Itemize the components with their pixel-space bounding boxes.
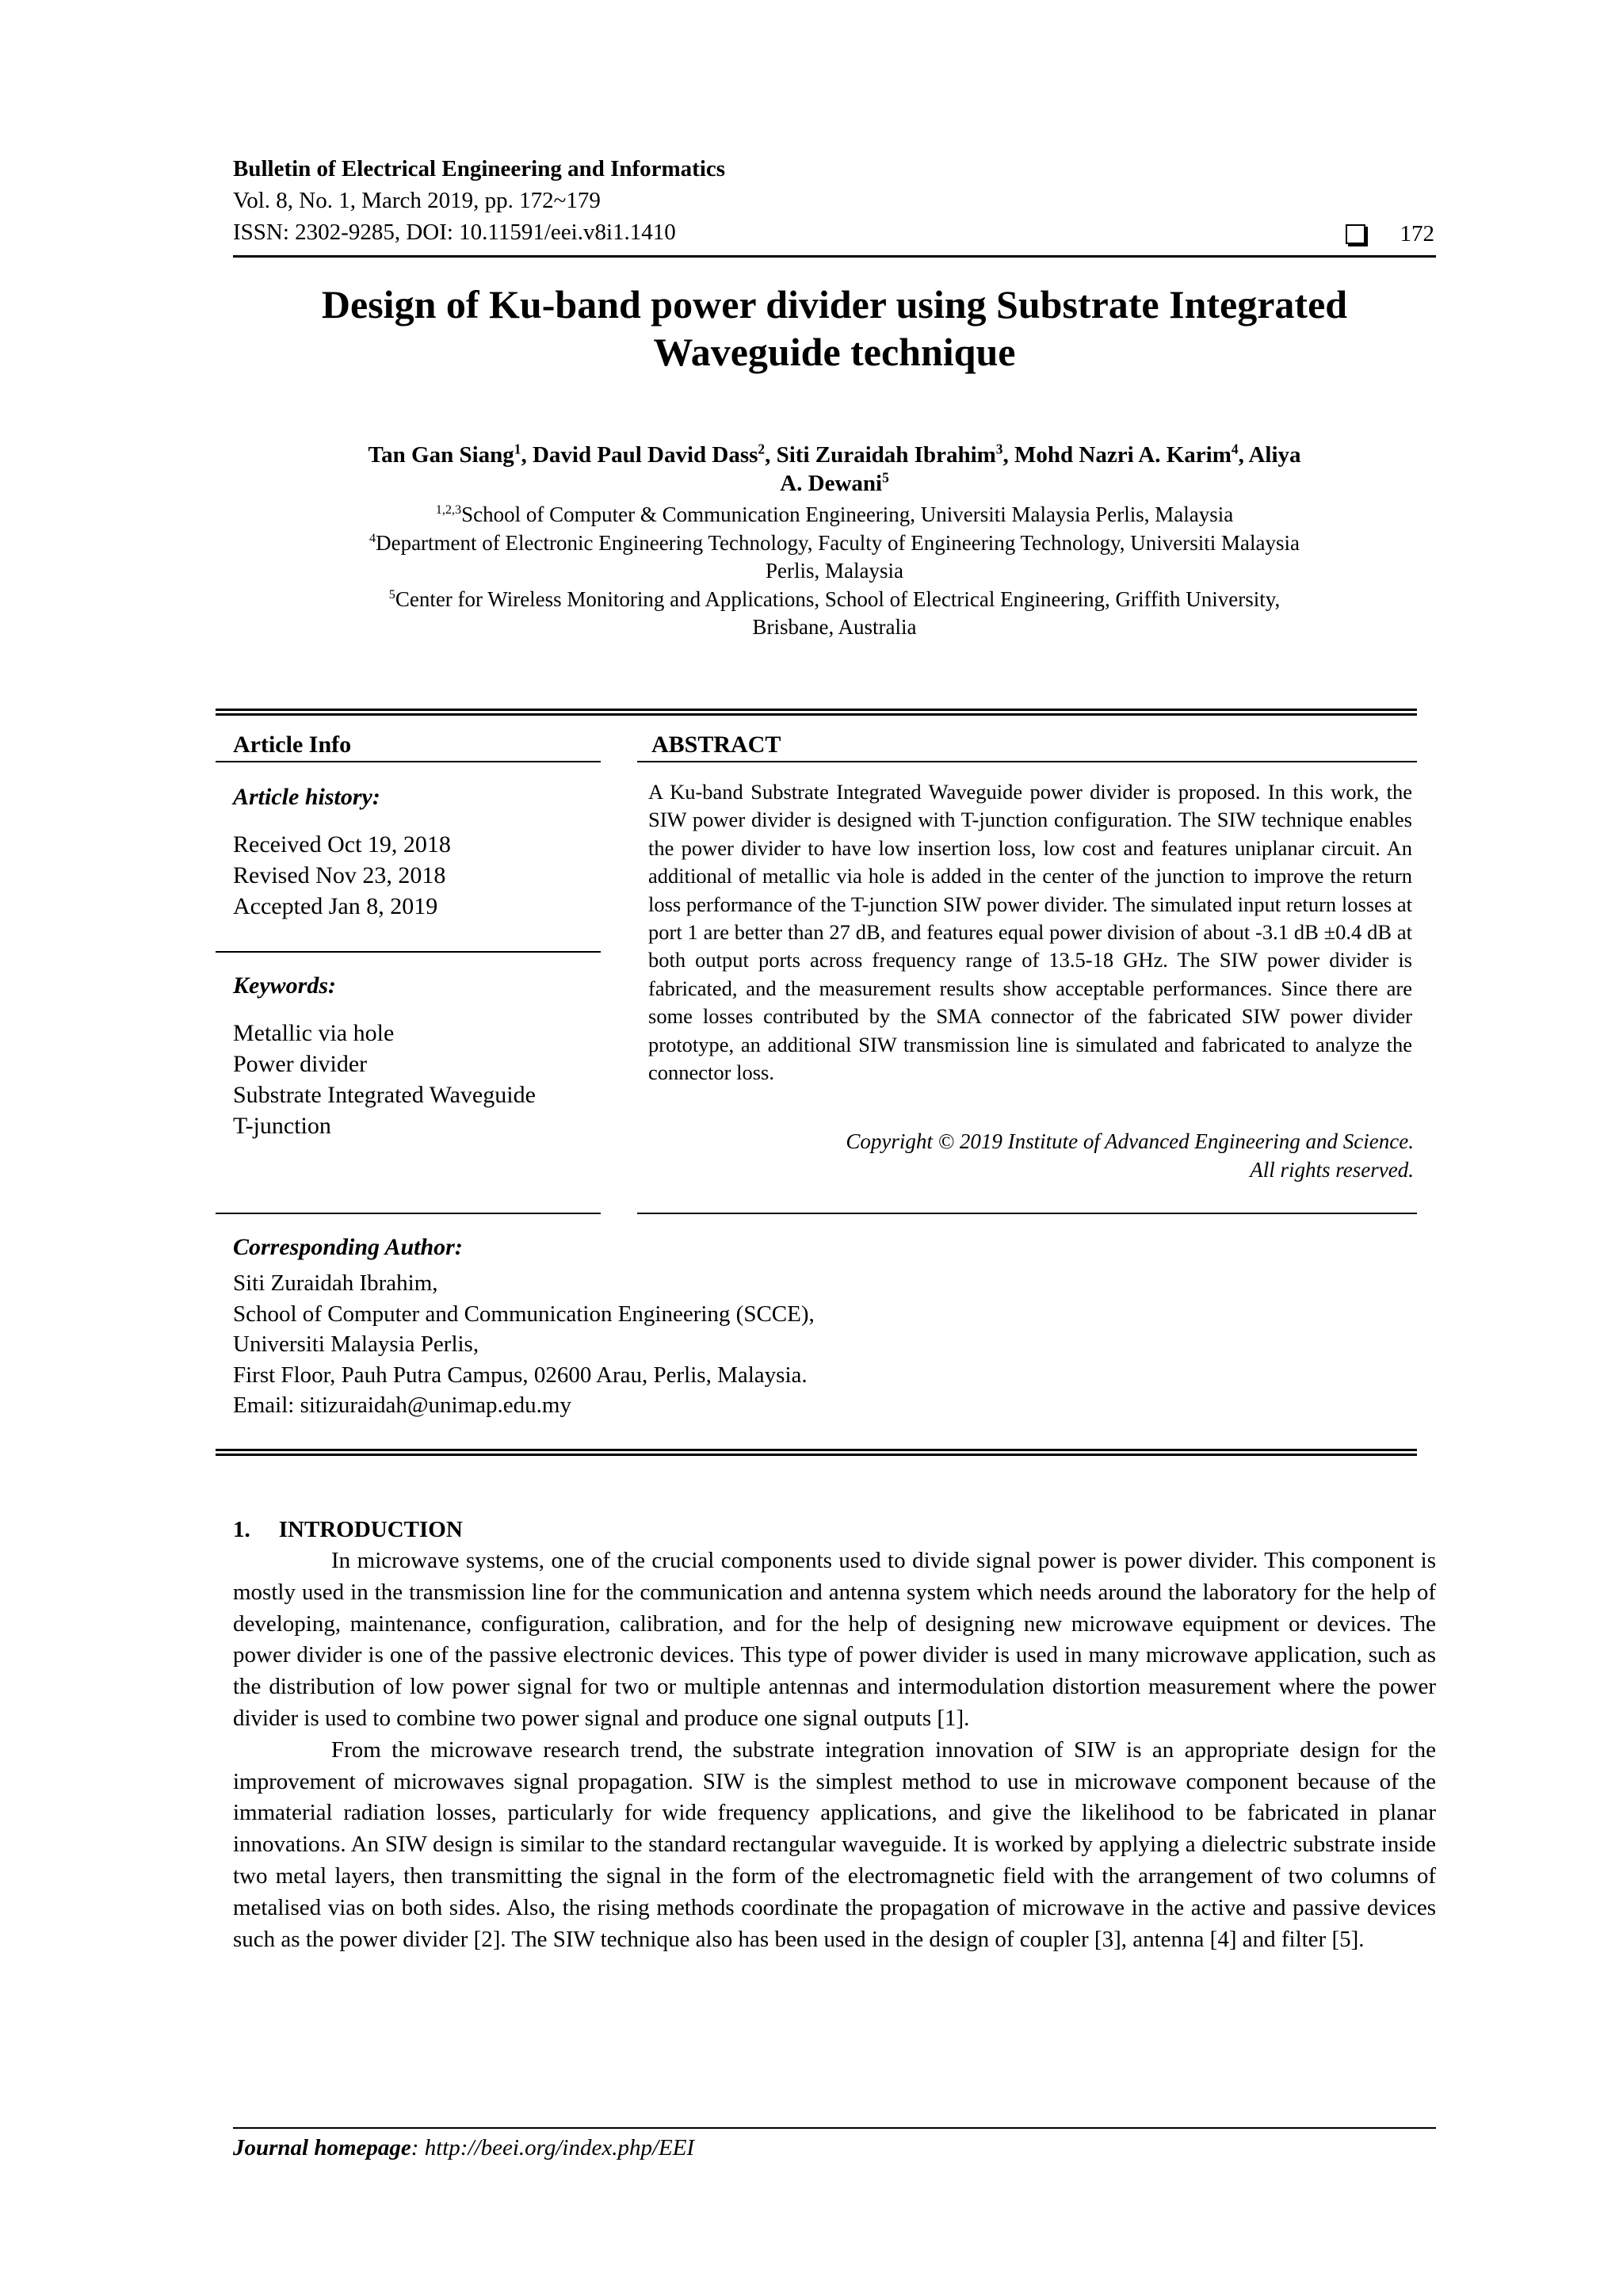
affiliation-1: $^{1,2,3}$School of Computer & Communication Engineering, Universiti Malaysia Perlis, Malaysia <box>435 502 1234 526</box>
article-info-heading: Article Info <box>233 732 352 758</box>
keyword-list <box>233 1018 536 1141</box>
abstract-text: A Ku-band Substrate Integrated Waveguide power divider is proposed. In this work, the SIW power divider is designed with T-junction configuration. The SIW technique enables the power divider to have low insertion loss, low cost and features uniplanar circuit. An additional of metallic via hole is added in the center of the junction to improve the return loss performance of the T-junction SIW power divider. The simulated input return losses at port 1 are better than 27 dB, and features equal power division of about -3.1 dB ±0.4 dB at both output ports across frequency range of 13.5-18 GHz. The SIW power divider is fabricated, and the measurement results show acceptable performances. Since there are some losses contributed by the SMA connector of the fabricated SIW power divider prototype, an additional SIW transmission line is simulated and fabricated to analyze the connector loss. <box>648 780 1412 1085</box>
corresponding-author-details <box>233 1268 815 1421</box>
box-top-rule-2 <box>216 713 1417 716</box>
affiliation-3: $^5$Center for Wireless Monitoring and Applications, School of Electrical Engineering, Griffith University, <box>388 586 1281 611</box>
article-history <box>233 829 451 922</box>
affiliation-2: $^4$Department of Electronic Engineering Technology, Faculty of Engineering Technology, Universiti Malaysia <box>369 530 1300 555</box>
box-bottom-rule-2 <box>216 1454 1417 1456</box>
author-address: First Floor, Pauh Putra Campus, 02600 Arau, Perlis, Malaysia. <box>233 1362 808 1388</box>
journal-name: Bulletin of Electrical Engineering and Informatics <box>233 156 726 181</box>
keywords-heading: Keywords: <box>233 972 336 999</box>
keyword-item: Metallic via hole <box>233 1020 395 1046</box>
page-number: 172 <box>1400 221 1434 246</box>
keywords-rule <box>216 951 601 953</box>
journal-homepage: Journal homepage: http://beei.org/index.php/EEI <box>233 2135 695 2160</box>
info-bottom-rule <box>216 1213 601 1214</box>
box-bottom-rule <box>216 1449 1417 1451</box>
abstract-heading: ABSTRACT <box>651 732 781 758</box>
accepted-date: Accepted Jan 8, 2019 <box>233 893 438 919</box>
volume-info: Vol. 8, No. 1, March 2019, pp. 172~179 <box>233 188 601 213</box>
introduction-body <box>233 1545 1436 1955</box>
article-info-rule <box>216 761 601 762</box>
author-university: Universiti Malaysia Perlis, <box>233 1331 479 1357</box>
author-name: Siti Zuraidah Ibrahim, <box>233 1270 438 1296</box>
introduction-heading: 1. INTRODUCTION <box>233 1517 463 1542</box>
page-number-group <box>1346 220 1435 247</box>
keyword-item: Substrate Integrated Waveguide <box>233 1082 536 1108</box>
abstract-bottom-rule <box>637 1213 1417 1214</box>
received-date: Received Oct 19, 2018 <box>233 831 451 858</box>
keyword-item: Power divider <box>233 1051 368 1077</box>
footer-rule <box>233 2127 1436 2129</box>
article-history-heading: Article history: <box>233 784 380 810</box>
paper-title: Design of Ku-band power divider using Substrate Integrated Waveguide technique <box>321 282 1348 374</box>
header-rule <box>233 255 1436 258</box>
abstract-rule <box>637 761 1417 762</box>
author-list: Tan Gan Siang$^1$, David Paul David Dass$^2$, Siti Zuraidah Ibrahim$^3$, Mohd Nazri A. Karim$^4$, Aliya A. Dewani$^5$ <box>368 441 1301 496</box>
intro-paragraph-1: In microwave systems, one of the crucial components used to divide signal power is power divider. This component is mostly used in the transmission line for the communication and antenna system which needs around the laboratory for the help of developing, maintenance, configuration, calibration, and for the help of designing new microwave equipment or devices. The power divider is one of the passive electronic devices. This type of power divider is used in many microwave application, such as the distribution of low power signal for two or multiple antennas and intermodulation distortion measurement where the power divider is used to combine two power signal and produce one signal outputs [1]. <box>233 1548 1436 1731</box>
copyright-notice: Copyright © 2019 Institute of Advanced Engineering and Science. All rights reserved. <box>846 1129 1414 1182</box>
box-top-rule <box>216 709 1417 711</box>
keyword-item: T-junction <box>233 1113 331 1139</box>
box-bullet-icon <box>1346 224 1365 244</box>
author-school: School of Computer and Communication Engineering (SCCE), <box>233 1301 815 1327</box>
issn-doi: ISSN: 2302-9285, DOI: 10.11591/eei.v8i1.1410 <box>233 220 676 245</box>
affiliations: $^{1,2,3}$School of Computer & Communication Engineering, Universiti Malaysia Perlis, Malaysia $^4$Department of Electronic Engineering Technology, Faculty of Engineering Technology, Universiti Malaysia Perlis, Malaysia $^5$Center for Wireless Monitoring and Applications, School of Electrical Engineering, Griffith University, Brisbane, Australia <box>233 501 1436 642</box>
revised-date: Revised Nov 23, 2018 <box>233 862 446 888</box>
corresponding-author-heading: Corresponding Author: <box>233 1234 463 1260</box>
author-email: Email: sitizuraidah@unimap.edu.my <box>233 1392 571 1418</box>
intro-paragraph-2: From the microwave research trend, the substrate integration innovation of SIW is an appropriate design for the improvement of microwaves signal propagation. SIW is the simplest method to use in microwave component because of the immaterial radiation losses, particularly for wide frequency applications, and give the likelihood to be fabricated in planar innovations. An SIW design is similar to the standard rectangular waveguide. It is worked by applying a dielectric substrate inside two metal layers, then transmitting the signal in the form of the electromagnetic field with the arrangement of two columns of metalised vias on both sides. Also, the rising methods coordinate the propagation of microwave in the active and passive devices such as the power divider [2]. The SIW technique also has been used in the design of coupler [3], antenna [4] and filter [5]. <box>233 1736 1436 1952</box>
